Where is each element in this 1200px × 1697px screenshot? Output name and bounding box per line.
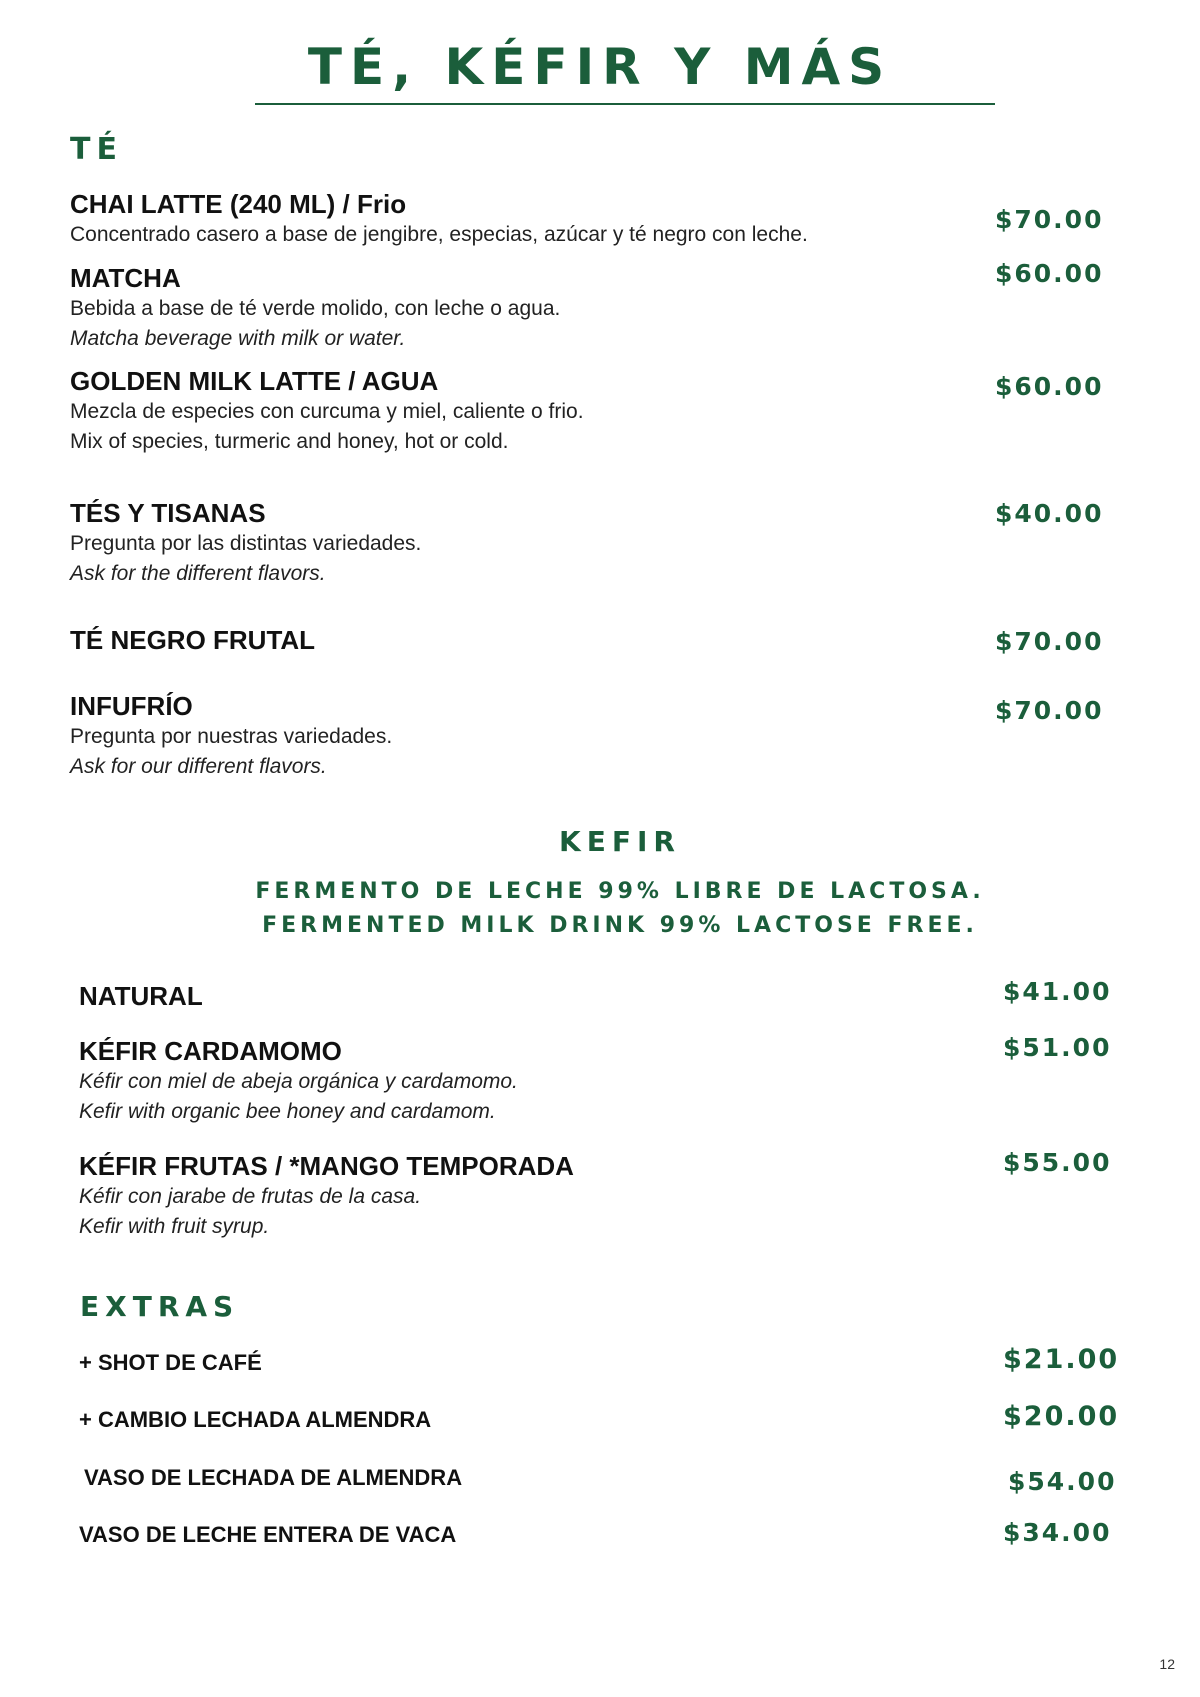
- menu-item: [70, 262, 560, 354]
- item-description: Bebida a base de té verde molido, con leche o agua.: [70, 297, 561, 320]
- item-price: $51.00: [1003, 1033, 1112, 1062]
- item-description: Kéfir con jarabe de frutas de la casa.: [79, 1185, 422, 1208]
- item-description-english: Kefir with organic bee honey and cardamom.: [79, 1100, 496, 1123]
- extra-item: [79, 1520, 456, 1550]
- section-heading-kefir: KEFIR: [559, 825, 681, 858]
- item-price: $40.00: [995, 499, 1104, 528]
- item-description: Kéfir con miel de abeja orgánica y cardamomo.: [79, 1070, 518, 1093]
- item-description-english: Matcha beverage with milk or water.: [70, 327, 406, 350]
- extra-item: [79, 1405, 431, 1435]
- item-name: + SHOT DE CAFÉ: [79, 1350, 262, 1375]
- item-price: $70.00: [995, 696, 1104, 725]
- item-description-english: Mix of species, turmeric and honey, hot or cold.: [70, 430, 509, 453]
- menu-item: [70, 365, 584, 457]
- item-name: GOLDEN MILK LATTE / AGUA: [70, 366, 439, 396]
- item-price: $70.00: [995, 205, 1104, 234]
- item-name: NATURAL: [79, 981, 203, 1011]
- item-price: $20.00: [1003, 1401, 1120, 1432]
- item-description-english: Ask for our different flavors.: [70, 755, 327, 778]
- kefir-subtitle-spanish: FERMENTO DE LECHE 99% LIBRE DE LACTOSA.: [255, 879, 985, 904]
- kefir-subtitle-english: FERMENTED MILK DRINK 99% LACTOSE FREE.: [262, 913, 978, 938]
- menu-item: [70, 188, 808, 250]
- menu-item: [79, 1150, 574, 1242]
- title-divider: [255, 103, 995, 105]
- menu-item: [79, 980, 203, 1012]
- item-description: Concentrado casero a base de jengibre, especias, azúcar y té negro con leche.: [70, 223, 808, 246]
- item-name: INFUFRÍO: [70, 691, 193, 721]
- item-price: $70.00: [995, 627, 1104, 656]
- item-name: TÉ NEGRO FRUTAL: [70, 625, 316, 655]
- item-price: $60.00: [995, 259, 1104, 288]
- page-number: 12: [1159, 1656, 1175, 1672]
- item-price: $55.00: [1003, 1148, 1112, 1177]
- page-title: TÉ, KÉFIR Y MÁS: [307, 38, 893, 96]
- item-name: KÉFIR FRUTAS / *MANGO TEMPORADA: [79, 1151, 574, 1181]
- item-description: Pregunta por las distintas variedades.: [70, 532, 422, 555]
- item-name: TÉS Y TISANAS: [70, 498, 266, 528]
- menu-item: [70, 690, 392, 782]
- extra-item: [79, 1348, 262, 1378]
- extra-item: [84, 1463, 462, 1493]
- menu-item: [70, 624, 315, 656]
- item-name: VASO DE LECHADA DE ALMENDRA: [84, 1465, 463, 1490]
- item-price: $41.00: [1003, 977, 1112, 1006]
- section-heading-extras: EXTRAS: [80, 1290, 240, 1323]
- item-price: $21.00: [1003, 1344, 1120, 1375]
- item-price: $34.00: [1003, 1518, 1112, 1547]
- item-name: KÉFIR CARDAMOMO: [79, 1036, 342, 1066]
- item-name: + CAMBIO LECHADA ALMENDRA: [79, 1407, 432, 1432]
- menu-item: [70, 497, 421, 589]
- item-name: MATCHA: [70, 263, 181, 293]
- item-description-english: Kefir with fruit syrup.: [79, 1215, 270, 1238]
- item-description: Mezcla de especies con curcuma y miel, caliente o frio.: [70, 400, 584, 423]
- item-description-english: Ask for the different flavors.: [70, 562, 326, 585]
- menu-item: [79, 1035, 518, 1127]
- section-heading-te: TÉ: [70, 132, 123, 167]
- item-description: Pregunta por nuestras variedades.: [70, 725, 393, 748]
- item-price: $54.00: [1008, 1467, 1117, 1496]
- item-price: $60.00: [995, 372, 1104, 401]
- item-name: CHAI LATTE (240 ML) / Frio: [70, 189, 407, 219]
- item-name: VASO DE LECHE ENTERA DE VACA: [79, 1522, 457, 1547]
